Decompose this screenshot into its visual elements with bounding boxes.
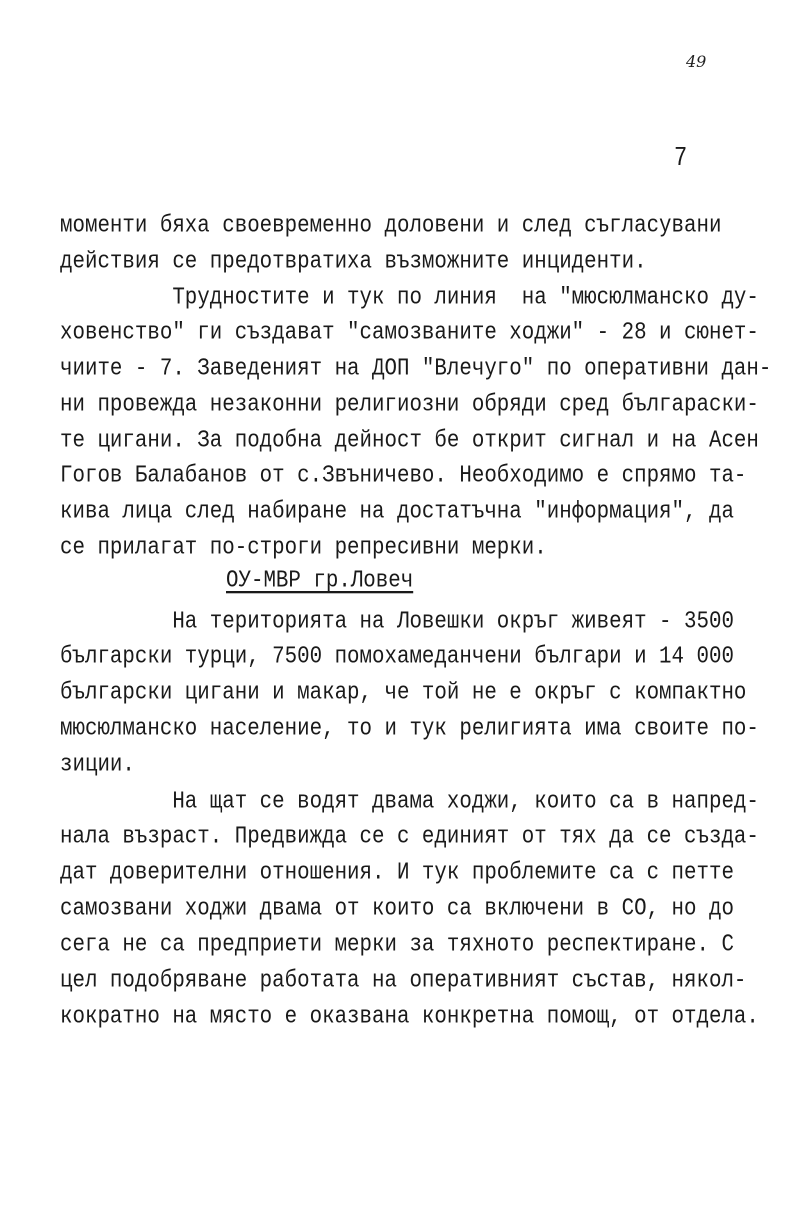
text-line: цел подобряване работата на оперативният състав, някол-	[60, 968, 747, 995]
text-line: зиции.	[60, 752, 135, 779]
text-line: се прилагат по-строги репресивни мерки.	[60, 535, 547, 562]
text-line: кива лица след набиране на достатъчна "информация", да	[60, 499, 734, 526]
text-line: моменти бяха своевременно доловени и след съгласувани	[60, 213, 722, 240]
handwritten-page-number: 49	[686, 52, 707, 71]
page-number: 7	[674, 143, 688, 174]
text-line: чиите - 7. Заведеният на ДОП "Влечуго" по оперативни дан-	[60, 356, 772, 383]
text-line: те цигани. За подобна дейност бе открит сигнал и на Асен	[60, 428, 759, 455]
text-line: мюсюлманско население, то и тук религията има своите по-	[60, 716, 759, 743]
section-heading: ОУ-МВР гр.Ловеч	[226, 568, 414, 595]
text-line: дат доверителни отношения. И тук проблемите са с петте	[60, 860, 734, 887]
text-line: български турци, 7500 помохамеданчени българи и 14 000	[60, 644, 734, 671]
text-line: кократно на място е оказвана конкретна помощ, от отдела.	[60, 1004, 759, 1031]
text-line: На територията на Ловешки окръг живеят - 3500	[60, 609, 734, 636]
text-line: ховенство" ги създават "самозваните ходжи" - 28 и сюнет-	[60, 320, 759, 347]
text-line: български цигани и макар, че той не е окръг с компактно	[60, 680, 747, 707]
text-line: действия се предотвратиха възможните инциденти.	[60, 249, 647, 276]
text-line: самозвани ходжи двама от които са включени в СО, но до	[60, 896, 734, 923]
text-line: На щат се водят двама ходжи, които са в напред-	[60, 789, 759, 816]
text-line: Трудностите и тук по линия на "мюсюлманско ду-	[60, 285, 759, 312]
text-line: ни провежда незаконни религиозни обряди сред българаски-	[60, 392, 759, 419]
text-line: нала възраст. Предвижда се с единият от тях да се създа-	[60, 824, 759, 851]
text-line: сега не са предприети мерки за тяхното респектиране. С	[60, 932, 734, 959]
text-line: Гогов Балабанов от с.Звъничево. Необходимо е спрямо та-	[60, 463, 747, 490]
